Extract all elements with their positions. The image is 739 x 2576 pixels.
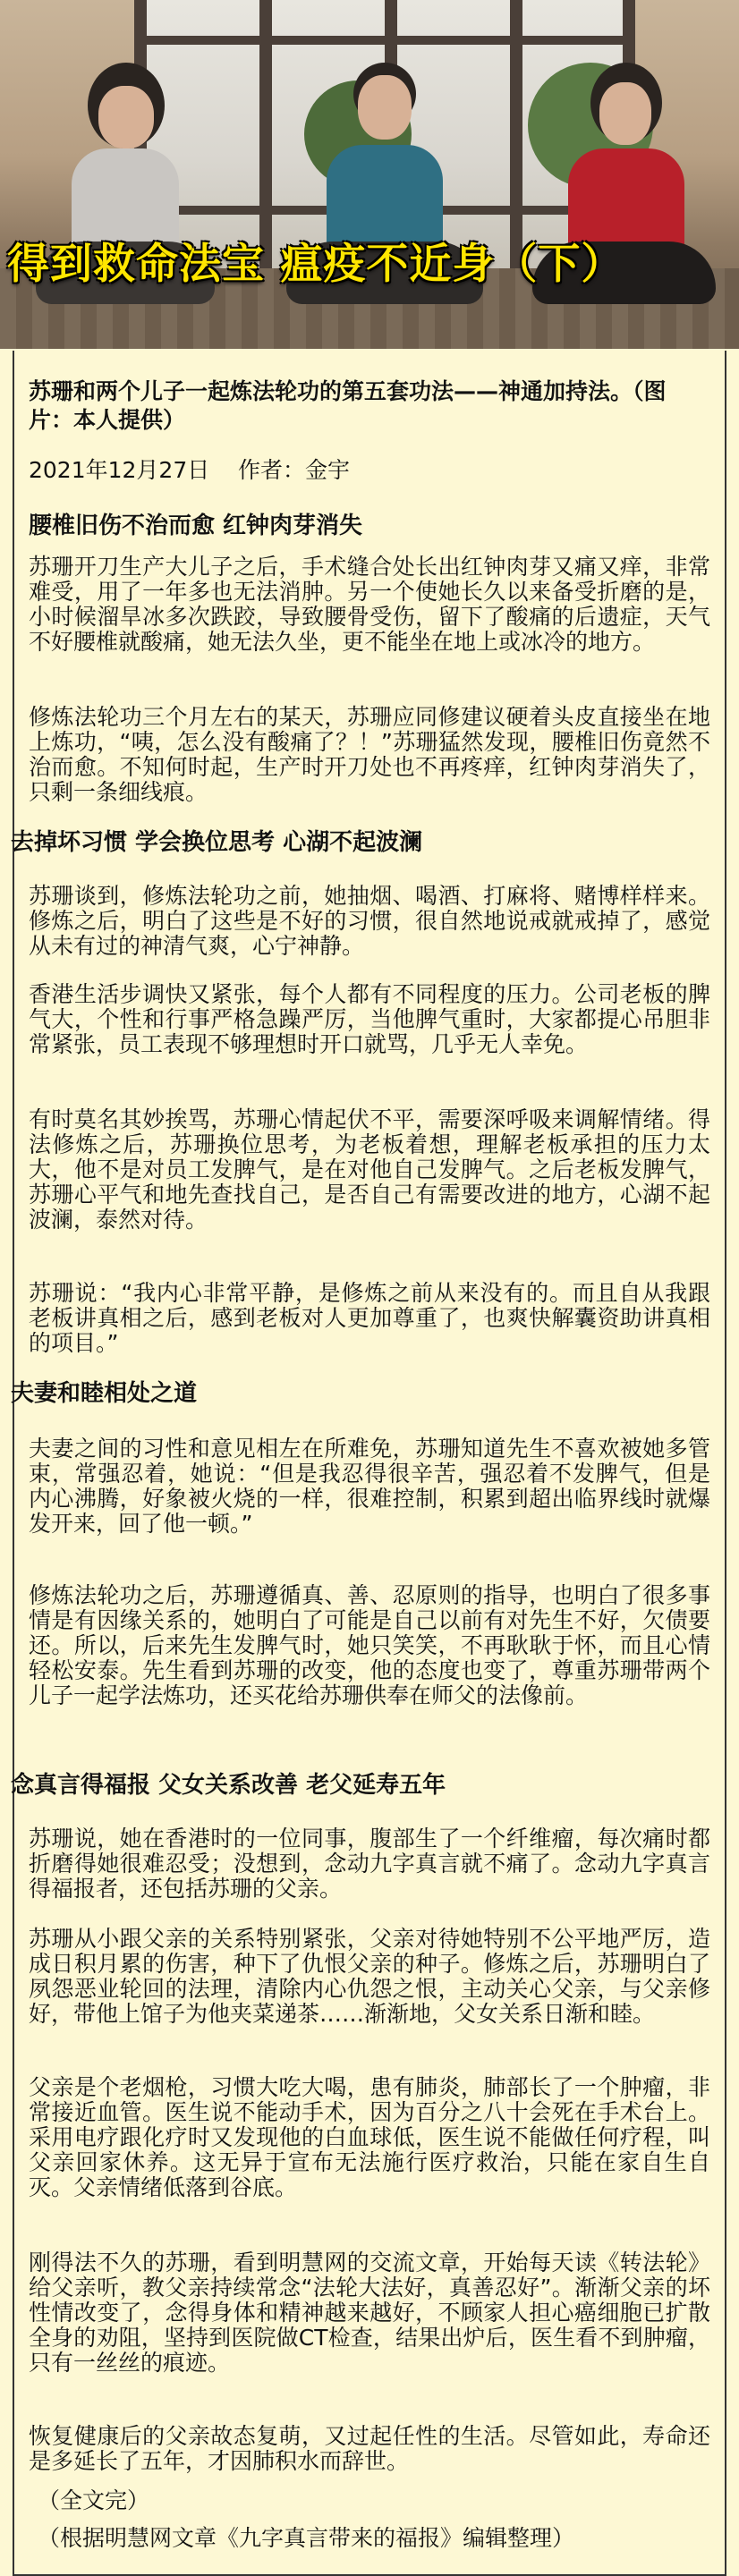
paragraph: 苏珊开刀生产大儿子之后，手术缝合处长出红钟肉芽又痛又痒，非常难受，用了一年多也无法消肿。另一个使她长久以来备受折磨的是，小时候溜旱冰多次跌跤，导致腰骨受伤，留下了酸痛的后遗症，天气不好腰椎就酸痛，她无法久坐，更不能坐在地上或冰冷的地方。: [29, 554, 710, 655]
photo-caption: 苏珊和两个儿子一起炼法轮功的第五套功法——神通加持法。（图片：本人提供）: [29, 378, 667, 433]
hero-photo: [0, 0, 739, 349]
hero-title: 得到救命法宝 瘟疫不近身（下）: [7, 240, 624, 289]
paragraph: 香港生活步调快又紧张，每个人都有不同程度的压力。公司老板的脾气大，个性和行事严格急躁严厉，当他脾气重时，大家都提心吊胆非常紧张，员工表现不够理想时开口就骂，几乎无人幸免。: [29, 981, 710, 1057]
paragraph: 苏珊说：“我内心非常平静，是修炼之前从来没有的。而且自从我跟老板讲真相之后，感到老板对人更加尊重了，也爽快解囊资助讲真相的项目。”: [29, 1280, 710, 1356]
person-right: [528, 63, 716, 331]
section-heading: 念真言得福报 父女关系改善 老父延寿五年: [11, 1772, 446, 1799]
section-heading: 腰椎旧伤不治而愈 红钟肉芽消失: [29, 513, 363, 539]
person-left: [36, 63, 215, 331]
paragraph: 苏珊说，她在香港时的一位同事，腹部生了一个纤维瘤，每次痛时都折磨得她很难忍受；没想到，念动九字真言就不痛了。念动九字真言得福报者，还包括苏珊的父亲。: [29, 1826, 710, 1902]
paragraph: 苏珊从小跟父亲的关系特别紧张，父亲对待她特别不公平地严厉，造成日积月累的伤害，种下了仇恨父亲的种子。修炼之后，苏珊明白了夙怨恶业轮回的法理，清除内心仇怨之恨，主动关心父亲，与父亲修好，带他上馆子为他夹菜递茶……渐渐地，父女关系日渐和睦。: [29, 1926, 710, 2027]
publish-date: 2021年12月27日: [29, 457, 210, 483]
article: [13, 351, 726, 2576]
end-mark: （全文完）: [38, 2487, 150, 2513]
author: 作者：金宇: [238, 457, 351, 483]
paragraph: 恢复健康后的父亲故态复萌，又过起任性的生活。尽管如此，寿命还是多延长了五年，才因肺积水而辞世。: [29, 2423, 710, 2474]
person-middle: [286, 63, 483, 331]
paragraph: 刚得法不久的苏珊，看到明慧网的交流文章，开始每天读《转法轮》给父亲听，教父亲持续常念“法轮大法好，真善忍好”。渐渐父亲的坏性情改变了，念得身体和精神越来越好，不顾家人担心癌细胞已扩散全身的劝阻，坚持到医院做CT检查，结果出炉后，医生看不到肿瘤，只有一丝丝的痕迹。: [29, 2250, 710, 2376]
paragraph: 苏珊谈到，修炼法轮功之前，她抽烟、喝酒、打麻将、赌博样样来。修炼之后，明白了这些是不好的习惯，很自然地说戒就戒掉了，感觉从未有过的神清气爽，心宁神静。: [29, 883, 710, 959]
section-heading: 夫妻和睦相处之道: [11, 1380, 198, 1407]
dateline: [29, 456, 350, 485]
source-note: （根据明慧网文章《九字真言带来的福报》编辑整理）: [38, 2525, 575, 2551]
paragraph: 修炼法轮功三个月左右的某天，苏珊应同修建议硬着头皮直接坐在地上炼功，“咦，怎么没有酸痛了？！”苏珊猛然发现，腰椎旧伤竟然不治而愈。不知何时起，生产时开刀处也不再疼痒，红钟肉芽消失了，只剩一条细线痕。: [29, 704, 710, 805]
section-heading: 去掉坏习惯 学会换位思考 心湖不起波澜: [11, 829, 423, 856]
paragraph: 父亲是个老烟枪，习惯大吃大喝，患有肺炎，肺部长了一个肿瘤，非常接近血管。医生说不能动手术，因为百分之八十会死在手术台上。采用电疗跟化疗时又发现他的白血球低，医生说不能做任何疗程，叫父亲回家休养。这无异于宣布无法施行医疗救治，只能在家自生自灭。父亲情绪低落到谷底。: [29, 2074, 710, 2200]
paragraph: 修炼法轮功之后，苏珊遵循真、善、忍原则的指导，也明白了很多事情是有因缘关系的，她明白了可能是自己以前有对先生不好，欠债要还。所以，后来先生发脾气时，她只笑笑，不再耿耿于怀，而且心情轻松安泰。先生看到苏珊的改变，他的态度也变了，尊重苏珊带两个儿子一起学法炼功，还买花给苏珊供奉在师父的法像前。: [29, 1582, 710, 1708]
paragraph: 夫妻之间的习性和意见相左在所难免，苏珊知道先生不喜欢被她多管束，常强忍着，她说：“但是我忍得很辛苦，强忍着不发脾气，但是内心沸腾，好象被火烧的一样，很难控制，积累到超出临界线时就爆发开来，回了他一顿。”: [29, 1436, 710, 1537]
paragraph: 有时莫名其妙挨骂，苏珊心情起伏不平，需要深呼吸来调解情绪。得法修炼之后，苏珊换位思考，为老板着想，理解老板承担的压力太大，他不是对员工发脾气，是在对他自己发脾气。之后老板发脾气，苏珊心平气和地先查找自己，是否自己有需要改进的地方，心湖不起波澜，泰然对待。: [29, 1106, 710, 1233]
